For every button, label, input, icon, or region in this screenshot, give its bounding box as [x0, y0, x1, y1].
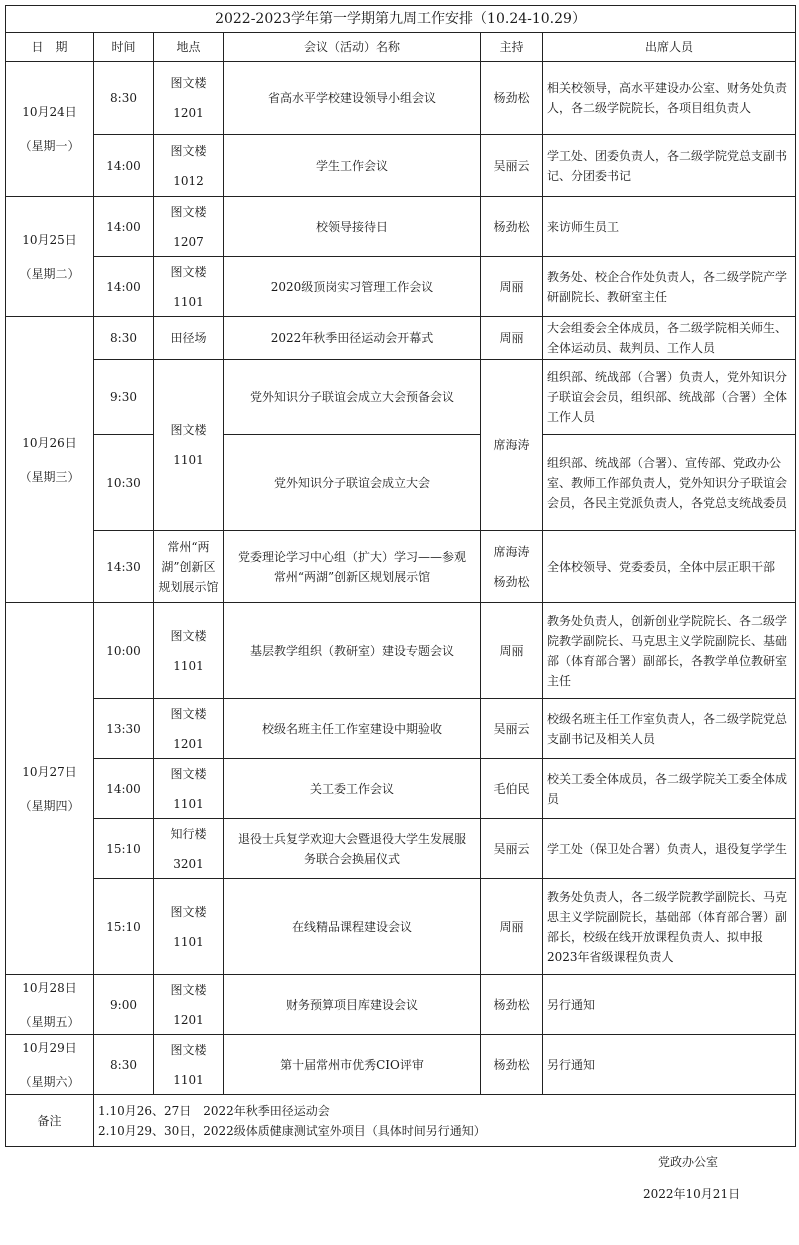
header-date: 日 期 [6, 33, 94, 62]
day-cell [6, 317, 94, 603]
day-weekday: （星期五） [19, 1014, 80, 1029]
event-place [154, 257, 224, 317]
event-place [154, 603, 224, 699]
event-attendees: 另行通知 [543, 1035, 796, 1095]
place-line: 图文楼 [170, 1042, 207, 1057]
place-line: 1101 [173, 658, 204, 673]
event-meeting: 基层教学组织（教研室）建设专题会议 [224, 603, 481, 699]
meeting-line: 务联合会换届仪式 [303, 851, 400, 866]
day-cell [6, 1035, 94, 1095]
table-row [6, 531, 796, 603]
event-attendees: 全体校领导、党委委员，全体中层正职干部 [543, 531, 796, 603]
place-line: 图文楼 [170, 76, 207, 90]
event-host: 杨劲松 [481, 975, 543, 1035]
event-attendees: 另行通知 [543, 975, 796, 1035]
table-row [6, 975, 796, 1035]
event-attendees: 校关工委全体成员，各二级学院关工委全体成员 [543, 759, 796, 819]
day-weekday: （星期六） [19, 1074, 80, 1089]
place-line: 图文楼 [170, 204, 207, 219]
event-attendees: 学工处（保卫处合署）负责人，退役复学学生 [543, 819, 796, 879]
event-place [154, 699, 224, 759]
place-line: 图文楼 [170, 904, 207, 919]
event-time: 15:10 [94, 879, 154, 975]
place-line: 湖”创新区 [161, 559, 216, 574]
place-line: 图文楼 [170, 628, 207, 643]
event-meeting: 财务预算项目库建设会议 [224, 975, 481, 1035]
place-line: 1201 [173, 106, 204, 120]
event-place [154, 531, 224, 603]
note-item: 1.10月26、27日 2022年秋季田径运动会 [98, 1103, 330, 1118]
header-place: 地点 [154, 33, 224, 62]
place-line: 1101 [173, 453, 204, 467]
day-date: 10月29日 [22, 1040, 77, 1055]
event-time: 14:00 [94, 759, 154, 819]
event-host: 周丽 [481, 257, 543, 317]
event-host: 杨劲松 [481, 1035, 543, 1095]
day-cell [6, 197, 94, 317]
event-host: 吴丽云 [481, 135, 543, 197]
event-host: 周丽 [481, 317, 543, 360]
event-host [481, 531, 543, 603]
notes-label: 备注 [6, 1095, 94, 1147]
event-meeting: 党外知识分子联谊会成立大会预备会议 [224, 360, 481, 435]
place-line: 图文楼 [170, 423, 207, 437]
event-attendees: 学工处、团委负责人，各二级学院党总支副书记、分团委书记 [543, 135, 796, 197]
event-place: 田径场 [154, 317, 224, 360]
table-row [6, 603, 796, 699]
event-time: 8:30 [94, 1035, 154, 1095]
event-host: 周丽 [481, 879, 543, 975]
event-time: 10:00 [94, 603, 154, 699]
event-meeting: 2020级顶岗实习管理工作会议 [224, 257, 481, 317]
event-time: 14:30 [94, 531, 154, 603]
event-meeting: 党外知识分子联谊会成立大会 [224, 435, 481, 531]
place-line: 1101 [173, 796, 204, 811]
event-time: 14:00 [94, 197, 154, 257]
place-line: 图文楼 [170, 143, 207, 158]
table-row [6, 759, 796, 819]
place-line: 1207 [173, 234, 204, 249]
event-host: 吴丽云 [481, 819, 543, 879]
event-host: 周丽 [481, 603, 543, 699]
day-date: 10月26日 [22, 435, 77, 450]
table-row [6, 435, 796, 531]
event-place [154, 819, 224, 879]
event-place [154, 197, 224, 257]
event-host: 吴丽云 [481, 699, 543, 759]
day-date: 10月24日 [22, 105, 77, 119]
event-meeting: 2022年秋季田径运动会开幕式 [224, 317, 481, 360]
event-time: 14:00 [94, 257, 154, 317]
schedule-table [5, 5, 796, 1147]
event-host: 杨劲松 [481, 62, 543, 135]
event-time: 8:30 [94, 62, 154, 135]
event-time: 14:00 [94, 135, 154, 197]
table-row [6, 317, 796, 360]
meeting-line: 常州“两湖”创新区规划展示馆 [273, 569, 431, 584]
event-host: 席海涛 [481, 360, 543, 531]
schedule-title: 2022-2023学年第一学期第九周工作安排（10.24-10.29） [6, 6, 796, 33]
table-row [6, 135, 796, 197]
place-line: 1101 [173, 1072, 204, 1087]
footer-office: 党政办公室 [658, 1155, 719, 1169]
event-attendees: 校级名班主任工作室负责人，各二级学院党总支副书记及相关人员 [543, 699, 796, 759]
notes-row [6, 1095, 796, 1147]
table-row [6, 879, 796, 975]
day-weekday: （星期二） [19, 266, 80, 281]
place-line: 图文楼 [170, 264, 207, 279]
event-place [154, 975, 224, 1035]
event-time: 13:30 [94, 699, 154, 759]
table-row [6, 819, 796, 879]
header-attendees: 出席人员 [543, 33, 796, 62]
event-attendees: 教务处负责人，创新创业学院院长、各二级学院教学副院长、马克思主义学院副院长、基础部（体育部合署）副部长，各教学单位教研室主任 [543, 603, 796, 699]
place-line: 1201 [173, 736, 204, 751]
event-meeting [224, 819, 481, 879]
event-time: 8:30 [94, 317, 154, 360]
place-line: 3201 [173, 856, 204, 871]
event-attendees: 大会组委会全体成员，各二级学院相关师生、全体运动员、裁判员、工作人员 [543, 317, 796, 360]
header-host: 主持 [481, 33, 543, 62]
event-meeting: 校领导接待日 [224, 197, 481, 257]
place-line: 1101 [173, 934, 204, 949]
place-line: 规划展示馆 [158, 579, 219, 594]
event-time: 9:00 [94, 975, 154, 1035]
event-time: 10:30 [94, 435, 154, 531]
event-meeting: 校级名班主任工作室建设中期验收 [224, 699, 481, 759]
event-attendees: 组织部、统战部（合署）负责人，党外知识分子联谊会会员，组织部、统战部（合署）全体工作人员 [543, 360, 796, 435]
event-meeting [224, 531, 481, 603]
event-attendees: 来访师生员工 [543, 197, 796, 257]
day-weekday: （星期一） [19, 139, 80, 153]
header-meeting: 会议（活动）名称 [224, 33, 481, 62]
place-line: 1012 [173, 173, 204, 188]
event-meeting: 学生工作会议 [224, 135, 481, 197]
day-weekday: （星期四） [19, 798, 80, 813]
day-date: 10月28日 [22, 980, 77, 995]
day-cell [6, 62, 94, 197]
day-cell [6, 603, 94, 975]
event-host: 杨劲松 [481, 197, 543, 257]
table-row [6, 1035, 796, 1095]
host-line: 席海涛 [493, 544, 530, 559]
day-cell [6, 975, 94, 1035]
event-attendees: 教务处负责人，各二级学院教学副院长、马克思主义学院副院长，基础部（体育部合署）副部长，校级在线开放课程负责人、拟申报2023年省级课程负责人 [543, 879, 796, 975]
notes-content [94, 1095, 796, 1147]
event-place [154, 360, 224, 531]
event-attendees: 组织部、统战部（合署）、宣传部、党政办公室、教师工作部负责人，党外知识分子联谊会会员，各民主党派负责人，各党总支统战委员 [543, 435, 796, 531]
meeting-line: 退役士兵复学欢迎大会暨退役大学生发展服 [237, 831, 466, 846]
place-line: 1201 [173, 1012, 204, 1027]
footer-date: 2022年10月21日 [643, 1187, 741, 1201]
place-line: 1101 [173, 294, 204, 309]
header-time: 时间 [94, 33, 154, 62]
event-meeting: 在线精品课程建设会议 [224, 879, 481, 975]
event-attendees: 教务处、校企合作处负责人，各二级学院产学研副院长、教研室主任 [543, 257, 796, 317]
place-line: 常州“两 [167, 539, 210, 554]
event-place [154, 879, 224, 975]
host-line: 杨劲松 [493, 574, 530, 589]
table-row [6, 699, 796, 759]
event-meeting: 关工委工作会议 [224, 759, 481, 819]
place-line: 图文楼 [170, 982, 207, 997]
day-date: 10月25日 [22, 232, 77, 247]
event-place [154, 62, 224, 135]
day-weekday: （星期三） [19, 469, 80, 484]
place-line: 知行楼 [170, 826, 207, 841]
event-meeting: 省高水平学校建设领导小组会议 [224, 62, 481, 135]
event-place [154, 1035, 224, 1095]
header-row [6, 33, 796, 62]
event-meeting: 第十届常州市优秀CIO评审 [224, 1035, 481, 1095]
place-line: 图文楼 [170, 766, 207, 781]
event-place [154, 135, 224, 197]
event-time: 9:30 [94, 360, 154, 435]
table-row [6, 360, 796, 435]
place-line: 图文楼 [170, 706, 207, 721]
event-attendees: 相关校领导，高水平建设办公室、财务处负责人，各二级学院院长，各项目组负责人 [543, 62, 796, 135]
event-place [154, 759, 224, 819]
day-date: 10月27日 [22, 764, 77, 779]
event-host: 毛伯民 [481, 759, 543, 819]
table-row [6, 197, 796, 257]
event-time: 15:10 [94, 819, 154, 879]
table-row [6, 257, 796, 317]
table-row [6, 62, 796, 135]
note-item: 2.10月29、30日，2022级体质健康测试室外项目（具体时间另行通知） [98, 1123, 486, 1138]
meeting-line: 党委理论学习中心组（扩大）学习——参观 [237, 549, 466, 564]
